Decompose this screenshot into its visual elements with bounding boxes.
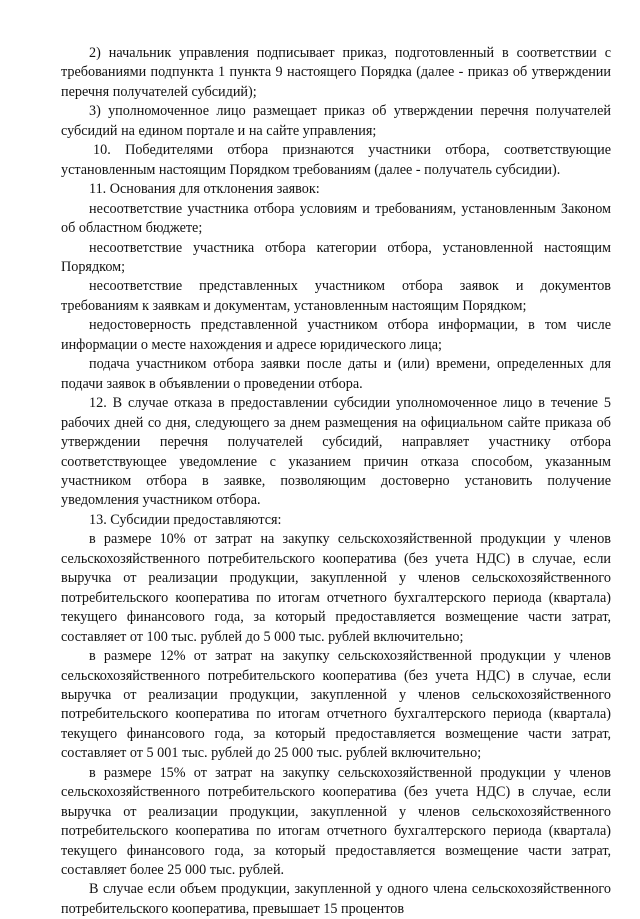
rejection-reason-5: подача участником отбора заявки после даты и (или) времени, определенных для подачи заявок в объявлении о проведении отбора.	[61, 356, 611, 392]
rejection-reason-1: несоответствие участника отбора условиям и требованиям, установленным Законом об областном бюджете;	[61, 200, 611, 237]
paragraph-item-3: 3) уполномоченное лицо размещает приказ об утверждении перечня получателей субсидий на едином портале и на сайте управления;	[61, 103, 611, 139]
paragraph-clause-12: 12. В случае отказа в предоставлении субсидии уполномоченное лицо в течение 5 рабочих дней со дня, следующего за днем размещения на официальном сайте приказа об утверждении перечня получателей субсидий, направляет участнику отбора соответствующее уведомление с указанием причин отказа способом, указанным участником отбора в заявке, позволяющим достоверно установить получение уведомления участником отбора.	[61, 395, 611, 509]
paragraph-clause-10: 10. Победителями отбора признаются участники отбора, соответствующие установленным настоящим Порядком требованиям (далее - получатель субсидии).	[61, 142, 611, 178]
paragraph-item-2: 2) начальник управления подписывает приказ, подготовленный в соответствии с требованиями подпункта 1 пункта 9 настоящего Порядка (далее - приказ об утверждении перечня получателей субсидий);	[61, 45, 611, 100]
subsidy-rate-15-percent: в размере 15% от затрат на закупку сельскохозяйственной продукции у членов сельскохозяйственного потребительского кооператива (без учета НДС) в случае, если выручка от реализации продукции, закупленной у членов сельскохозяйственного потребительского кооператива по итогам отчетного бухгалтерского периода (квартала) текущего финансового года, за который предоставляется возмещение части затрат, составляет более 25 000 тыс. рублей.	[61, 764, 611, 879]
paragraph-clause-11: 11. Основания для отклонения заявок:	[89, 181, 320, 198]
subsidy-rate-12-percent: в размере 12% от затрат на закупку сельскохозяйственной продукции у членов сельскохозяйственного потребительского кооператива (без учета НДС) в случае, если выручка от реализации продукции, закупленной у членов сельскохозяйственного потребительского кооператива по итогам отчетного бухгалтерского периода (квартала) текущего финансового года, за который предоставляется возмещение части затрат, составляет от 5 001 тыс. рублей до 25 000 тыс. рублей включительно;	[61, 648, 611, 762]
paragraph-volume-condition: В случае если объем продукции, закупленной у одного члена сельскохозяйственного потребительского кооператива, превышает 15 процентов	[61, 881, 611, 917]
subsidy-rate-10-percent: в размере 10% от затрат на закупку сельскохозяйственной продукции у членов сельскохозяйственного потребительского кооператива (без учета НДС) в случае, если выручка от реализации продукции, закупленной у членов сельскохозяйственного потребительского кооператива по итогам отчетного бухгалтерского периода (квартала) текущего финансового года, за который предоставляется возмещение части затрат, составляет от 100 тыс. рублей до 5 000 тыс. рублей включительно;	[61, 531, 611, 645]
paragraph-clause-13: 13. Субсидии предоставляются:	[89, 511, 282, 528]
rejection-reason-3: несоответствие представленных участником отбора заявок и документов требованиям к заявкам и документам, установленным настоящим Порядком;	[61, 278, 611, 314]
rejection-reason-4: недостоверность представленной участником отбора информации, в том числе информации о месте нахождения и адресе юридического лица;	[61, 317, 611, 353]
document-page	[61, 44, 611, 919]
rejection-reason-2: несоответствие участника отбора категории отбора, установленной настоящим Порядком;	[61, 239, 611, 275]
